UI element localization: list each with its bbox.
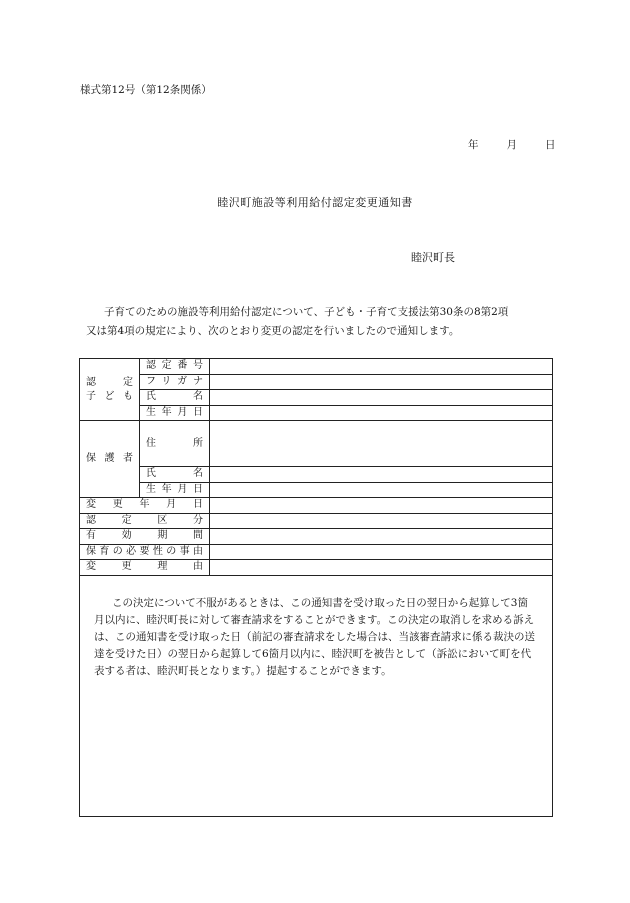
childcare-reason-label: 保育の必要性の事由 — [80, 544, 210, 560]
body-line-1: 子育てのための施設等利用給付認定について、子ども・子育て支援法第30条の8第2項 — [104, 306, 509, 318]
child-row-label: フリガナ — [140, 374, 210, 390]
furigana-value — [210, 374, 553, 390]
table-row — [80, 498, 553, 514]
table-row — [80, 482, 553, 498]
guardian-birthdate-value — [210, 482, 553, 498]
table-row — [80, 575, 553, 816]
child-row-label: 認定番号 — [140, 359, 210, 375]
guardian-group-label: 保護者 — [80, 421, 140, 498]
issue-date — [468, 137, 556, 152]
childcare-reason-value — [210, 544, 553, 560]
valid-period-value — [210, 529, 553, 545]
guardian-name-value — [210, 467, 553, 483]
table-row — [80, 359, 553, 375]
child-row-label: 生年月日 — [140, 405, 210, 421]
child-row-label: 氏名 — [140, 390, 210, 406]
change-date-label: 変更年月日 — [80, 498, 210, 514]
document-title: 睦沢町施設等利用給付認定変更通知書 — [217, 196, 413, 209]
valid-period-label: 有効期間 — [80, 529, 210, 545]
guardian-row-label: 生年月日 — [140, 482, 210, 498]
table-row — [80, 405, 553, 421]
change-reason-label: 変更理由 — [80, 560, 210, 576]
change-reason-value — [210, 560, 553, 576]
table-row — [80, 374, 553, 390]
guardian-row-label: 住所 — [140, 421, 210, 467]
child-birthdate-value — [210, 405, 553, 421]
child-name-value — [210, 390, 553, 406]
table-row — [80, 467, 553, 483]
certification-number-value — [210, 359, 553, 375]
body-line-2: 又は第4項の規定により、次のとおり変更の認定を行いましたので通知します。 — [86, 325, 460, 337]
guardian-address-value — [210, 421, 553, 467]
child-group-label: 認 定 子ども — [80, 359, 140, 421]
certification-category-value — [210, 513, 553, 529]
table-row — [80, 421, 553, 467]
table-row — [80, 513, 553, 529]
table-row — [80, 544, 553, 560]
date-year-label: 年 — [468, 139, 479, 151]
appeal-notice: この決定について不服があるときは、この通知書を受け取った日の翌日から起算して3箇月以内に、睦沢町長に対して審査請求をすることができます。この決定の取消しを求める訴えは、この通知書を受け取った日（前記の審査請求をした場合は、当該審査請求に係る裁決の送達を受けた日）の翌日から起算して6箇月以内に、睦沢町を被告として（訴訟において町を代表する者は、睦沢町長となります。）提起することができます。 — [80, 575, 553, 816]
date-day-label: 日 — [545, 139, 556, 151]
certification-table — [79, 358, 553, 817]
date-month-label: 月 — [506, 139, 517, 151]
table-row — [80, 529, 553, 545]
table-row — [80, 560, 553, 576]
form-number: 様式第12号（第12条関係） — [80, 84, 212, 96]
change-date-value — [210, 498, 553, 514]
body-paragraph — [86, 303, 552, 341]
certification-category-label: 認定区分 — [80, 513, 210, 529]
guardian-row-label: 氏名 — [140, 467, 210, 483]
issuer-name: 睦沢町長 — [411, 251, 455, 264]
table-row — [80, 390, 553, 406]
